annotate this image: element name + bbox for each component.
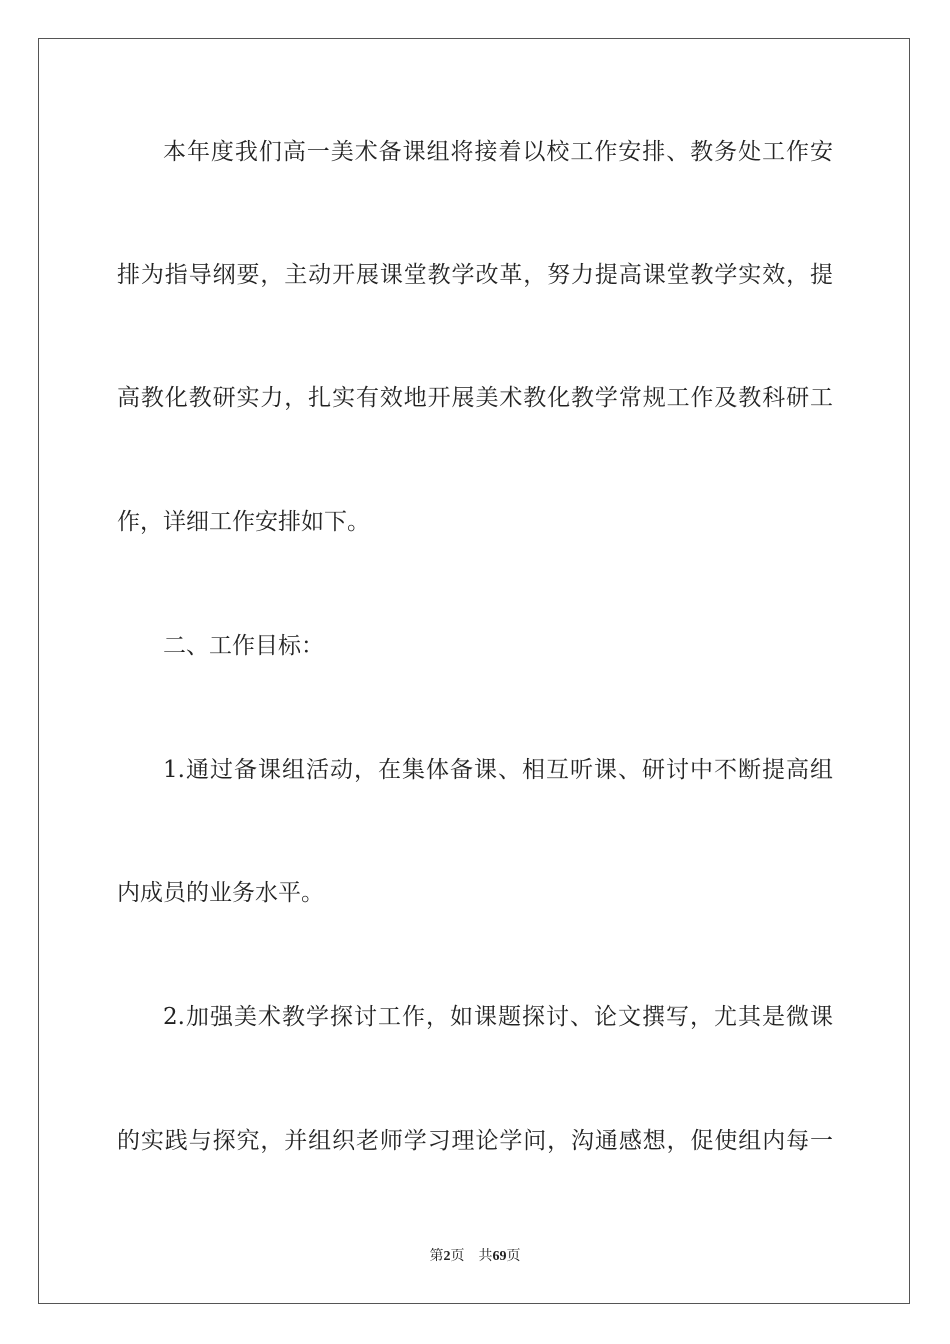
page-number: 2 — [443, 1249, 451, 1264]
page-suffix: 页 — [450, 1249, 465, 1264]
text-line: 作，详细工作安排如下。 — [117, 509, 370, 535]
total-suffix: 页 — [506, 1249, 521, 1264]
total-prefix: 共 — [478, 1249, 493, 1264]
text-line: 2.加强美术教学探讨工作，如课题探讨、论文撰写，尤其是微课 — [163, 1004, 833, 1030]
total-pages: 69 — [492, 1249, 507, 1264]
text-line: 的实践与探究，并组织老师学习理论学问，沟通感想，促使组内每一 — [117, 1128, 833, 1154]
text-line: 高教化教研实力，扎实有效地开展美术教化教学常规工作及教科研工 — [117, 385, 833, 411]
page-border — [38, 38, 910, 1304]
section-heading: 二、工作目标： — [163, 633, 324, 659]
page-footer — [0, 1245, 950, 1265]
text-line: 排为指导纲要，主动开展课堂教学改革，努力提高课堂教学实效，提 — [117, 262, 833, 288]
text-line: 1.通过备课组活动，在集体备课、相互听课、研讨中不断提高组 — [163, 757, 833, 783]
text-line: 本年度我们高一美术备课组将接着以校工作安排、教务处工作安 — [163, 139, 833, 165]
page-prefix: 第 — [429, 1249, 444, 1264]
text-line: 内成员的业务水平。 — [117, 880, 324, 906]
